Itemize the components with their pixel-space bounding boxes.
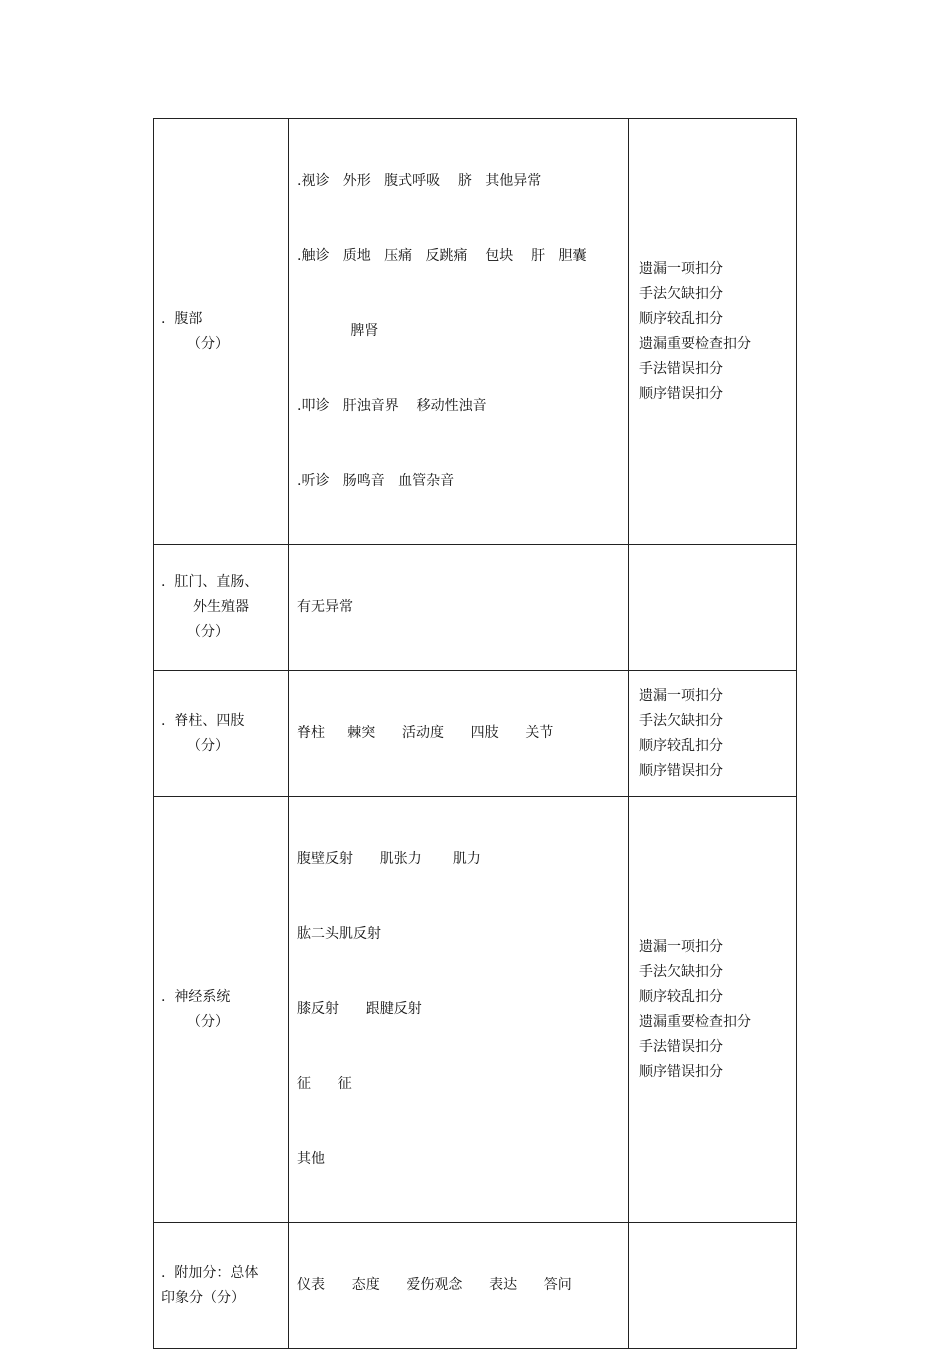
item-title: . 肛门、直肠、	[161, 574, 259, 590]
content-cell	[289, 797, 629, 1223]
deduct-cell	[629, 119, 797, 545]
deduct-cell	[629, 545, 797, 671]
item-title: . 附加分：总体	[161, 1264, 259, 1281]
content-cell	[289, 119, 629, 545]
deduct-cell	[629, 1223, 797, 1349]
deduct-line: 遗漏一项扣分	[639, 687, 723, 704]
item-score: （分）	[187, 737, 229, 754]
item-cell	[154, 1223, 289, 1349]
deduct-line: 遗漏一项扣分	[639, 938, 723, 955]
table-row-spine-limbs	[154, 671, 797, 797]
exam-scoring-table	[153, 118, 797, 1349]
table-row-anorectal	[154, 545, 797, 671]
deduct-line: 顺序较乱扣分	[639, 737, 723, 754]
item-cell	[154, 797, 289, 1223]
table-row-abdomen	[154, 119, 797, 545]
content-cell	[289, 545, 629, 671]
content-line: 脊柱 棘突 活动度 四肢 关节	[297, 725, 554, 741]
item-title-cont: 印象分（分）	[161, 1289, 245, 1306]
item-title: . 腹部	[161, 310, 203, 327]
content-line: 有无异常	[297, 599, 353, 615]
deduct-cell	[629, 671, 797, 797]
item-score: （分）	[187, 335, 229, 352]
deduct-line: 遗漏重要检查扣分	[639, 335, 751, 352]
deduct-line: 手法错误扣分	[639, 1038, 723, 1055]
content-line: 征 征	[297, 1076, 352, 1092]
table-row-nervous-system	[154, 797, 797, 1223]
deduct-line: 遗漏重要检查扣分	[639, 1013, 751, 1030]
deduct-cell	[629, 797, 797, 1223]
deduct-line: 顺序错误扣分	[639, 1063, 723, 1080]
item-title: . 神经系统	[161, 988, 231, 1005]
content-line: .听诊 肠鸣音 血管杂音	[297, 473, 455, 489]
content-line: 仪表 态度 爱伤观念 表达 答问	[297, 1277, 572, 1293]
content-cell	[289, 1223, 629, 1349]
deduct-line: 顺序错误扣分	[639, 385, 723, 402]
item-cell	[154, 119, 289, 545]
deduct-line: 手法欠缺扣分	[639, 712, 723, 729]
content-line: .叩诊 肝浊音界 移动性浊音	[297, 398, 487, 414]
content-cell	[289, 671, 629, 797]
deduct-line: 顺序错误扣分	[639, 762, 723, 779]
item-cell	[154, 545, 289, 671]
content-line: 膝反射 跟腱反射	[297, 1001, 422, 1017]
item-score: （分）	[187, 624, 229, 640]
content-line: .视诊 外形 腹式呼吸 脐 其他异常	[297, 173, 542, 189]
table-row-bonus	[154, 1223, 797, 1349]
deduct-line: 顺序较乱扣分	[639, 988, 723, 1005]
content-line: 其他	[297, 1151, 325, 1167]
item-title-cont: 外生殖器	[193, 599, 249, 615]
content-line: .触诊 质地 压痛 反跳痛 包块 肝 胆囊	[297, 248, 587, 264]
item-title: . 脊柱、四肢	[161, 712, 245, 729]
deduct-line: 顺序较乱扣分	[639, 310, 723, 327]
content-line: 腹壁反射 肌张力 肌力	[297, 851, 481, 867]
item-cell	[154, 671, 289, 797]
deduct-line: 遗漏一项扣分	[639, 260, 723, 277]
item-score: （分）	[187, 1013, 229, 1030]
deduct-line: 手法错误扣分	[639, 360, 723, 377]
deduct-line: 手法欠缺扣分	[639, 285, 723, 302]
content-line: 肱二头肌反射	[297, 926, 381, 942]
deduct-line: 手法欠缺扣分	[639, 963, 723, 980]
content-line: 脾肾	[297, 323, 379, 339]
